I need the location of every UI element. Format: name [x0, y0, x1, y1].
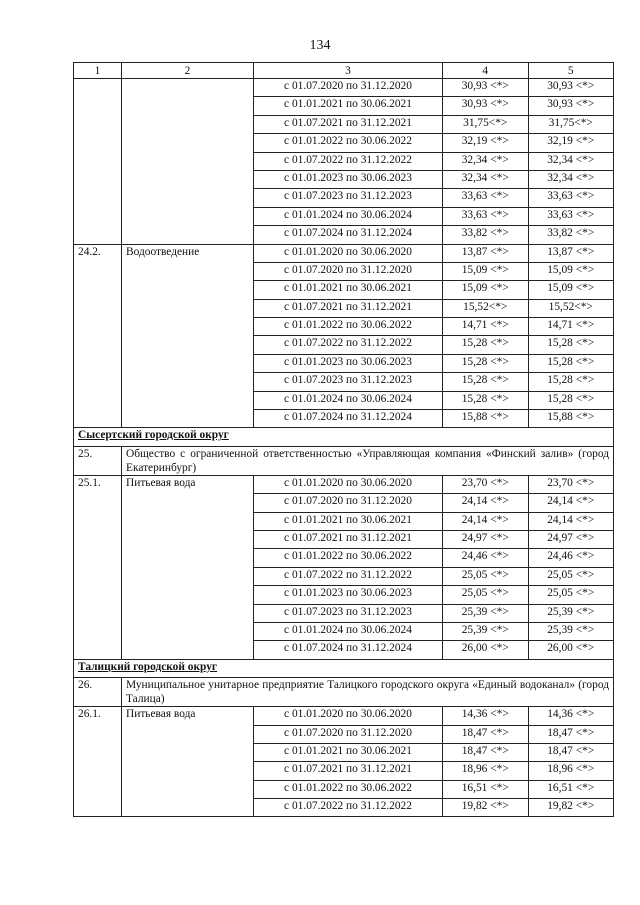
tariff-value-col5: 33,63 <*>	[528, 207, 614, 225]
tariff-value-col5: 14,71 <*>	[528, 318, 614, 336]
tariff-value-col4: 16,51 <*>	[443, 780, 529, 798]
tariff-value-col4: 25,39 <*>	[443, 622, 529, 640]
tariff-value-col5: 33,63 <*>	[528, 189, 614, 207]
period-cell: с 01.01.2020 по 30.06.2020	[254, 707, 443, 725]
tariff-value-col4: 14,71 <*>	[443, 318, 529, 336]
tariff-value-col5: 25,39 <*>	[528, 622, 614, 640]
header-col-5: 5	[528, 63, 614, 79]
tariff-value-col5: 24,46 <*>	[528, 549, 614, 567]
period-cell: с 01.07.2022 по 31.12.2022	[254, 336, 443, 354]
tariff-value-col4: 14,36 <*>	[443, 707, 529, 725]
period-cell: с 01.07.2024 по 31.12.2024	[254, 410, 443, 428]
tariff-value-col5: 18,96 <*>	[528, 762, 614, 780]
tariff-value-col4: 30,93 <*>	[443, 79, 529, 97]
tariff-value-col4: 26,00 <*>	[443, 641, 529, 659]
tariff-value-col4: 18,96 <*>	[443, 762, 529, 780]
tariff-table	[73, 62, 614, 817]
tariff-value-col5: 16,51 <*>	[528, 780, 614, 798]
tariff-value-col4: 18,47 <*>	[443, 743, 529, 761]
table-header-row	[74, 63, 614, 79]
header-col-3: 3	[254, 63, 443, 79]
tariff-value-col4: 24,14 <*>	[443, 494, 529, 512]
period-cell: с 01.01.2020 по 30.06.2020	[254, 244, 443, 262]
period-cell: с 01.01.2021 по 30.06.2021	[254, 97, 443, 115]
period-cell: с 01.01.2024 по 30.06.2024	[254, 391, 443, 409]
period-cell: с 01.01.2023 по 30.06.2023	[254, 170, 443, 188]
tariff-value-col4: 32,34 <*>	[443, 170, 529, 188]
org-name: Муниципальное унитарное предприятие Талицкого городского округа «Единый водоканал» (город Талица)	[122, 678, 614, 707]
period-cell: с 01.01.2023 по 30.06.2023	[254, 586, 443, 604]
period-cell: с 01.07.2022 по 31.12.2022	[254, 799, 443, 817]
item-number: 26.1.	[74, 707, 122, 817]
tariff-value-col4: 15,88 <*>	[443, 410, 529, 428]
tariff-value-col5: 32,19 <*>	[528, 134, 614, 152]
table-row	[74, 475, 614, 493]
service-name: Питьевая вода	[122, 707, 254, 817]
item-number: 25.1.	[74, 475, 122, 659]
tariff-value-col4: 15,28 <*>	[443, 354, 529, 372]
period-cell: с 01.01.2022 по 30.06.2022	[254, 134, 443, 152]
tariff-value-col4: 19,82 <*>	[443, 799, 529, 817]
section-title: Талицкий городской округ	[74, 659, 614, 677]
period-cell: с 01.01.2024 по 30.06.2024	[254, 207, 443, 225]
tariff-value-col5: 24,14 <*>	[528, 512, 614, 530]
tariff-value-col4: 15,09 <*>	[443, 281, 529, 299]
tariff-value-col5: 13,87 <*>	[528, 244, 614, 262]
period-cell: с 01.01.2021 по 30.06.2021	[254, 512, 443, 530]
period-cell: с 01.01.2023 по 30.06.2023	[254, 354, 443, 372]
tariff-value-col4: 31,75<*>	[443, 115, 529, 133]
tariff-value-col5: 19,82 <*>	[528, 799, 614, 817]
period-cell: с 01.07.2020 по 31.12.2020	[254, 262, 443, 280]
header-col-2: 2	[122, 63, 254, 79]
period-cell: с 01.01.2022 по 30.06.2022	[254, 780, 443, 798]
tariff-value-col4: 13,87 <*>	[443, 244, 529, 262]
tariff-value-col4: 18,47 <*>	[443, 725, 529, 743]
header-col-1: 1	[74, 63, 122, 79]
period-cell: с 01.07.2023 по 31.12.2023	[254, 189, 443, 207]
tariff-value-col5: 25,39 <*>	[528, 604, 614, 622]
tariff-value-col4: 33,63 <*>	[443, 189, 529, 207]
table-row	[74, 244, 614, 262]
tariff-value-col4: 24,97 <*>	[443, 530, 529, 548]
period-cell: с 01.01.2022 по 30.06.2022	[254, 549, 443, 567]
period-cell: с 01.07.2022 по 31.12.2022	[254, 152, 443, 170]
period-cell: с 01.07.2022 по 31.12.2022	[254, 567, 443, 585]
tariff-value-col5: 15,28 <*>	[528, 336, 614, 354]
table-row	[74, 707, 614, 725]
tariff-value-col5: 30,93 <*>	[528, 97, 614, 115]
tariff-value-col4: 25,05 <*>	[443, 586, 529, 604]
tariff-value-col4: 32,19 <*>	[443, 134, 529, 152]
tariff-value-col4: 15,28 <*>	[443, 391, 529, 409]
period-cell: с 01.07.2023 по 31.12.2023	[254, 604, 443, 622]
tariff-value-col5: 23,70 <*>	[528, 475, 614, 493]
tariff-value-col5: 25,05 <*>	[528, 586, 614, 604]
organization-row	[74, 678, 614, 707]
period-cell: с 01.07.2021 по 31.12.2021	[254, 115, 443, 133]
period-cell: с 01.01.2021 по 30.06.2021	[254, 743, 443, 761]
tariff-value-col5: 15,88 <*>	[528, 410, 614, 428]
tariff-value-col5: 14,36 <*>	[528, 707, 614, 725]
tariff-value-col5: 15,09 <*>	[528, 262, 614, 280]
period-cell: с 01.07.2024 по 31.12.2024	[254, 226, 443, 244]
period-cell: с 01.07.2020 по 31.12.2020	[254, 494, 443, 512]
tariff-value-col5: 32,34 <*>	[528, 152, 614, 170]
section-row	[74, 428, 614, 446]
period-cell: с 01.01.2020 по 30.06.2020	[254, 475, 443, 493]
period-cell: с 01.07.2021 по 31.12.2021	[254, 762, 443, 780]
service-name	[122, 79, 254, 245]
tariff-value-col5: 15,28 <*>	[528, 373, 614, 391]
page-number: 134	[309, 38, 331, 53]
tariff-value-col5: 33,82 <*>	[528, 226, 614, 244]
service-name: Питьевая вода	[122, 475, 254, 659]
period-cell: с 01.07.2024 по 31.12.2024	[254, 641, 443, 659]
tariff-value-col5: 30,93 <*>	[528, 79, 614, 97]
period-cell: с 01.07.2020 по 31.12.2020	[254, 725, 443, 743]
service-name: Водоотведение	[122, 244, 254, 428]
table-row	[74, 79, 614, 97]
tariff-value-col5: 24,14 <*>	[528, 494, 614, 512]
tariff-value-col4: 23,70 <*>	[443, 475, 529, 493]
section-title: Сысертский городской округ	[74, 428, 614, 446]
header-col-4: 4	[443, 63, 529, 79]
tariff-value-col4: 15,28 <*>	[443, 373, 529, 391]
tariff-value-col5: 31,75<*>	[528, 115, 614, 133]
tariff-value-col4: 33,82 <*>	[443, 226, 529, 244]
tariff-value-col4: 32,34 <*>	[443, 152, 529, 170]
tariff-value-col4: 24,14 <*>	[443, 512, 529, 530]
tariff-value-col4: 15,28 <*>	[443, 336, 529, 354]
tariff-value-col5: 15,52<*>	[528, 299, 614, 317]
item-number	[74, 79, 122, 245]
tariff-value-col5: 25,05 <*>	[528, 567, 614, 585]
tariff-value-col5: 15,28 <*>	[528, 354, 614, 372]
period-cell: с 01.07.2021 по 31.12.2021	[254, 530, 443, 548]
tariff-value-col4: 24,46 <*>	[443, 549, 529, 567]
tariff-value-col5: 32,34 <*>	[528, 170, 614, 188]
period-cell: с 01.01.2022 по 30.06.2022	[254, 318, 443, 336]
tariff-value-col4: 15,52<*>	[443, 299, 529, 317]
period-cell: с 01.07.2023 по 31.12.2023	[254, 373, 443, 391]
tariff-value-col5: 26,00 <*>	[528, 641, 614, 659]
section-row	[74, 659, 614, 677]
tariff-value-col4: 33,63 <*>	[443, 207, 529, 225]
period-cell: с 01.07.2021 по 31.12.2021	[254, 299, 443, 317]
organization-row	[74, 446, 614, 475]
period-cell: с 01.07.2020 по 31.12.2020	[254, 79, 443, 97]
tariff-value-col5: 18,47 <*>	[528, 725, 614, 743]
tariff-value-col5: 15,09 <*>	[528, 281, 614, 299]
org-name: Общество с ограниченной ответственностью «Управляющая компания «Финский залив» (город Екатеринбург)	[122, 446, 614, 475]
tariff-value-col5: 18,47 <*>	[528, 743, 614, 761]
tariff-value-col4: 15,09 <*>	[443, 262, 529, 280]
tariff-value-col5: 15,28 <*>	[528, 391, 614, 409]
tariff-value-col5: 24,97 <*>	[528, 530, 614, 548]
period-cell: с 01.01.2021 по 30.06.2021	[254, 281, 443, 299]
tariff-value-col4: 25,05 <*>	[443, 567, 529, 585]
org-number: 26.	[74, 678, 122, 707]
period-cell: с 01.01.2024 по 30.06.2024	[254, 622, 443, 640]
tariff-value-col4: 25,39 <*>	[443, 604, 529, 622]
org-number: 25.	[74, 446, 122, 475]
tariff-value-col4: 30,93 <*>	[443, 97, 529, 115]
item-number: 24.2.	[74, 244, 122, 428]
